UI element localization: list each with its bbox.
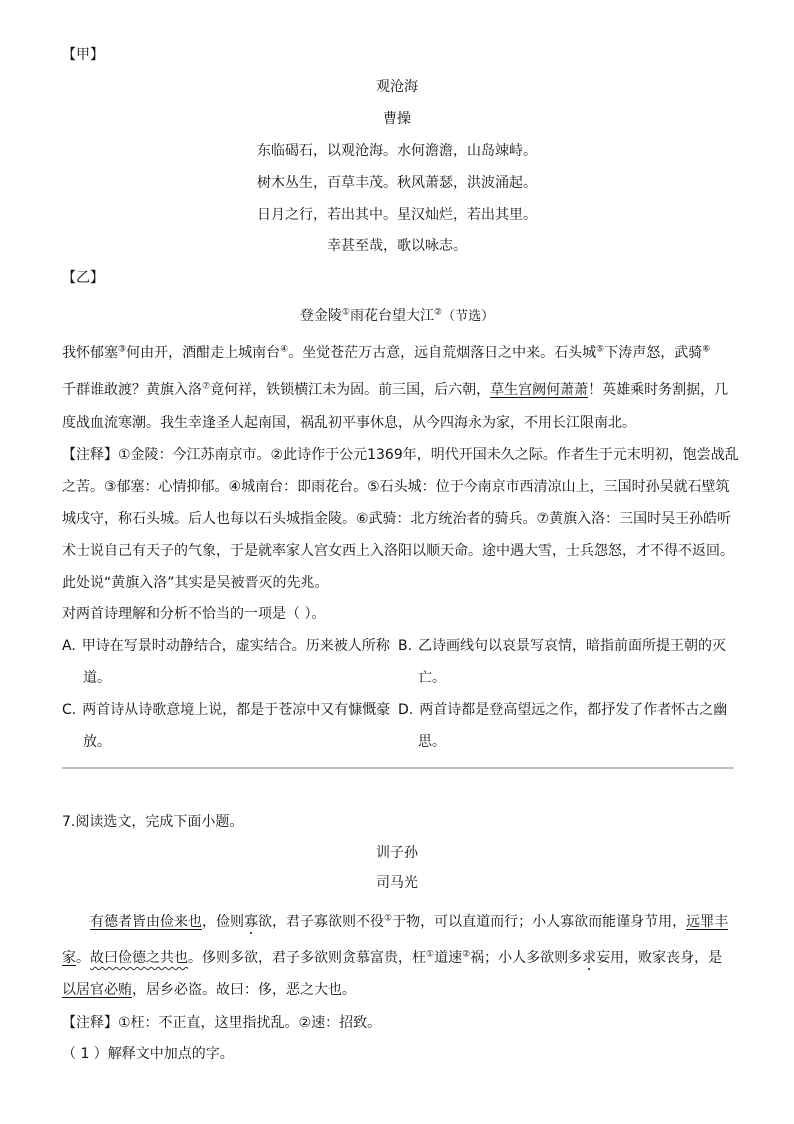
text: ！英雄乘时务割据，几 (588, 382, 729, 398)
text: 。坐觉苍茫万古意，远自荒烟落日之中来。石头城 (288, 345, 597, 361)
dotted-char: 寡 (244, 914, 258, 930)
poem-yi-line-3: 度战血流寒潮。我生幸逢圣人起南国，祸乱初平事休息，从今四海永为家，不用长江限南北。 (62, 415, 636, 431)
option-b[interactable] (398, 636, 726, 656)
prose-line-1 (90, 912, 762, 932)
text: 欲，君子寡欲则不役 (258, 914, 384, 930)
option-d-cont: 思。 (418, 734, 446, 750)
text: 下涛声怒，武骑 (604, 345, 703, 361)
text: 千群谁敢渡？黄旗入洛 (62, 382, 202, 398)
dotted-char: 求 (582, 950, 597, 966)
poem-yi-line-2 (62, 380, 734, 400)
option-letter: C. (62, 702, 77, 718)
note-line: 此处说“黄旗入洛”其实是吴被晋灭的先兆。 (62, 575, 329, 591)
title-part: 雨花台望大江 (349, 308, 434, 324)
poem-line-2: 树木丛生，百草丰茂。秋风萧瑟，洪波涌起。 (257, 175, 537, 191)
sub-question-1: （ 1 ）解释文中加点的字。 (62, 1046, 234, 1062)
title-part: （节选） (442, 309, 495, 324)
prose-line-2 (62, 948, 734, 968)
section-label-yi: 【乙】 (62, 270, 104, 286)
note-marker: ① (341, 307, 350, 318)
text: 道速 (434, 950, 463, 966)
text: 祸；小人多欲则多 (470, 950, 583, 966)
option-letter: B. (398, 638, 413, 654)
prose-title: 训子孙 (376, 845, 418, 861)
title-part: 登金陵 (299, 308, 342, 324)
prose-line-3 (62, 980, 734, 1000)
poem-author-jia: 曹操 (383, 111, 411, 127)
option-c-cont: 放。 (83, 734, 111, 750)
note-marker: ① (384, 913, 393, 924)
underlined-sentence: 有德者皆由俭来也 (90, 914, 202, 930)
option-a-cont: 道。 (83, 670, 111, 686)
option-b-cont: 亡。 (418, 670, 446, 686)
poem-line-1: 东临碣石，以观沧海。水何澹澹，山岛竦峙。 (257, 143, 537, 159)
text: 妄用，败家丧身，是 (596, 950, 723, 966)
note-marker: ② (462, 949, 471, 960)
underlined-sentence: 远罪丰 (686, 914, 729, 930)
option-text: 乙诗画线句以哀景写哀情，暗指前面所提王朝的灭 (418, 638, 727, 654)
poem-title-yi (0, 306, 794, 327)
section-label-jia: 【甲】 (62, 47, 104, 63)
note-line: 之苦。③郁塞：心情抑郁。④城南台：即雨花台。⑤石头城：位于今南京市西清凉山上，三国时孙吴就石壁筑 (62, 479, 730, 495)
text: 我怀郁塞 (62, 345, 118, 361)
note-line: 术士说自己有天子的气象，于是就率家人宫女西上入洛阳以顺天命。途中遇大雪，士兵怨怒，才不得不返回。 (62, 543, 734, 559)
note-marker: ① (426, 949, 435, 960)
text: 。侈则多欲，君子多欲则贪慕富贵，枉 (188, 950, 426, 966)
option-letter: A. (62, 638, 76, 654)
prose-notes: 【注释】①枉：不正直，这里指扰乱。②速：招致。 (62, 1015, 382, 1031)
note-line: 城戌守，称石头城。后人也每以石头城指金陵。⑥武骑：北方统治者的骑兵。⑦黄旗入洛：三国时吴王孙皓听 (62, 511, 732, 527)
option-c[interactable] (62, 700, 390, 720)
prose-author: 司马光 (376, 875, 418, 891)
wavy-underlined-sentence: 故曰俭德之共也 (90, 950, 188, 966)
underlined-line: 草生宫阙何萧萧 (490, 382, 589, 398)
note-marker: ⑥ (702, 344, 711, 355)
poem-line-3: 日月之行，若出其中。星汉灿烂，若出其里。 (257, 207, 537, 223)
text: 何由开，酒酣走上城南台 (126, 345, 281, 361)
option-text: 两首诗从诗歌意境上说，都是于苍凉中又有慷慨豪 (82, 702, 391, 718)
text: 竟何祥，铁锁横江未为固。前三国，后六朝， (210, 382, 491, 398)
note-line: 【注释】①金陵：今江苏南京市。②此诗作于公元1369年，明代开国未久之际。作者生于元末明初，饱尝战乱 (62, 447, 739, 463)
text: ，居乡必盗。故曰：侈，恶之大也。 (132, 982, 356, 998)
note-marker: ③ (118, 344, 127, 355)
option-letter: D. (398, 702, 414, 718)
option-a[interactable] (62, 636, 390, 656)
option-text: 甲诗在写景时动静结合，虚实结合。历来被人所称 (81, 638, 390, 654)
poem-line-4: 幸甚至哉，歌以咏志。 (327, 238, 467, 254)
text: 。 (76, 950, 90, 966)
poem-title-jia: 观沧海 (376, 79, 418, 95)
text: ，俭则 (202, 914, 244, 930)
poem-yi-line-1 (62, 343, 734, 363)
underlined-sentence: 以居官必贿 (62, 982, 132, 998)
note-marker: ② (433, 307, 443, 318)
note-marker: ④ (280, 344, 289, 355)
option-text: 两首诗都是登高望远之作，都抒发了作者怀古之幽 (419, 702, 728, 718)
text: 于物，可以直道而行；小人寡欲而能谨身节用， (392, 914, 687, 930)
note-marker: ⑤ (596, 344, 605, 355)
divider (62, 767, 734, 769)
question-7-heading: 7.阅读选文，完成下面小题。 (62, 814, 244, 830)
note-marker: ⑦ (202, 381, 211, 392)
question-6: 对两首诗理解和分析不恰当的一项是（ ）。 (62, 606, 326, 622)
underlined-sentence: 家 (62, 950, 76, 966)
option-d[interactable] (398, 700, 727, 720)
